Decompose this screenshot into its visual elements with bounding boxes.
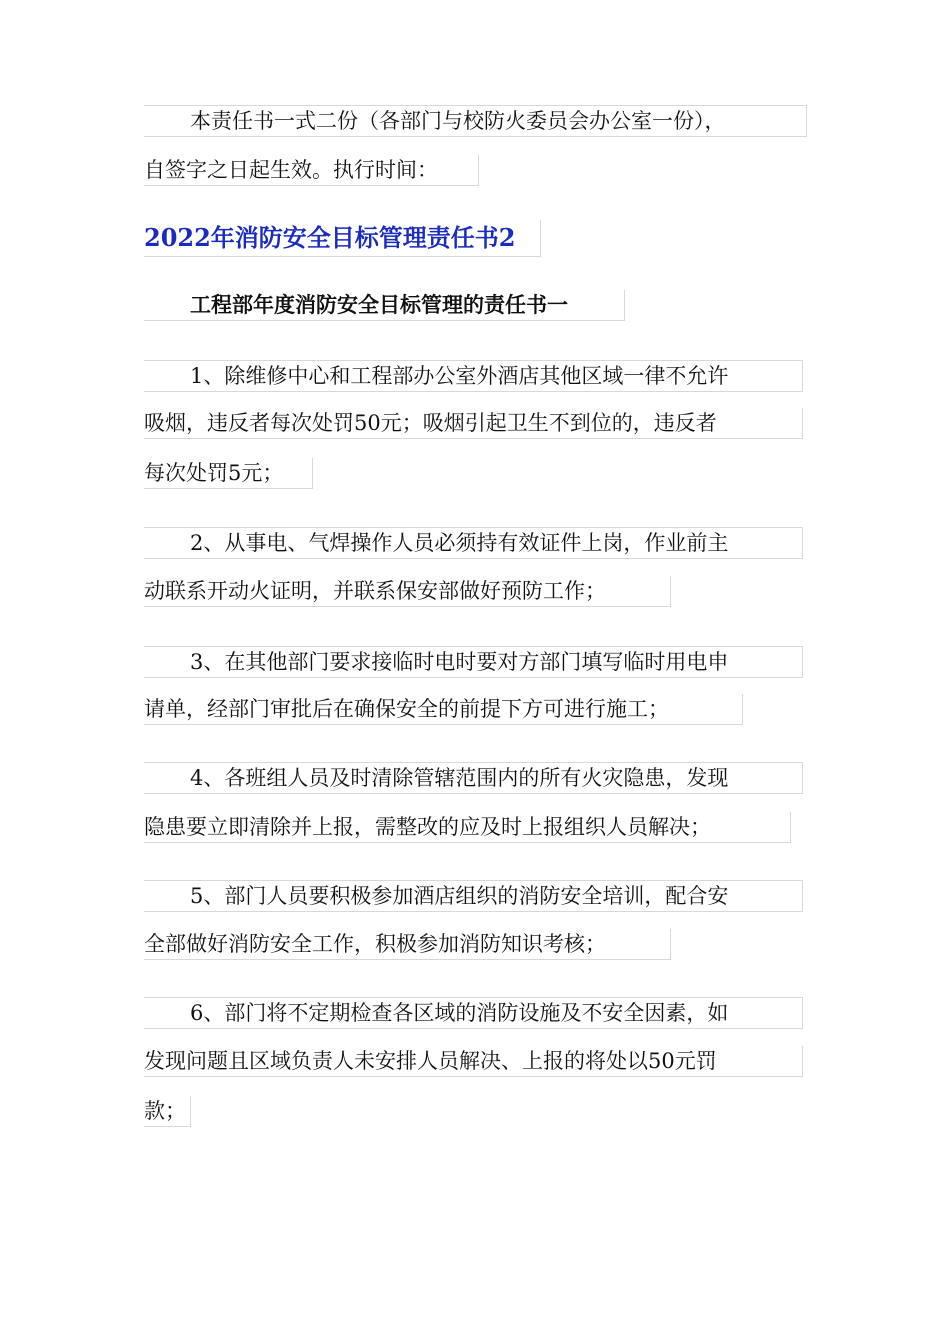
item-6-line-3: 款； xyxy=(144,1096,191,1127)
item-4-line-1: 4、各班组人员及时清除管辖范围内的所有火灾隐患，发现 xyxy=(144,762,803,794)
item-5-line-2: 全部做好消防安全工作，积极参加消防知识考核； xyxy=(144,929,671,960)
item-6-line-2: 发现问题且区域负责人未安排人员解决、上报的将处以50元罚 xyxy=(144,1046,803,1077)
document-title: 2022年消防安全目标管理责任书2 xyxy=(144,220,541,257)
item-1-line-3: 每次处罚5元； xyxy=(144,458,313,489)
item-6-line-1: 6、部门将不定期检查各区域的消防设施及不安全因素，如 xyxy=(144,997,803,1029)
item-1-line-1: 1、除维修中心和工程部办公室外酒店其他区域一律不允许 xyxy=(144,360,803,392)
item-2-line-1: 2、从事电、气焊操作人员必须持有效证件上岗，作业前主 xyxy=(144,527,803,559)
item-4-line-2: 隐患要立即清除并上报，需整改的应及时上报组织人员解决； xyxy=(144,812,791,843)
item-1-line-2: 吸烟，违反者每次处罚50元；吸烟引起卫生不到位的，违反者 xyxy=(144,408,803,439)
item-5-line-1: 5、部门人员要积极参加酒店组织的消防安全培训，配合安 xyxy=(144,880,803,912)
intro-line-2: 自签字之日起生效。执行时间： xyxy=(144,155,479,186)
intro-line-1: 本责任书一式二份（各部门与校防火委员会办公室一份）， xyxy=(144,105,807,137)
document-subtitle: 工程部年度消防安全目标管理的责任书一 xyxy=(144,290,625,321)
item-3-line-1: 3、在其他部门要求接临时电时要对方部门填写临时用电申 xyxy=(144,646,803,678)
item-3-line-2: 请单，经部门审批后在确保安全的前提下方可进行施工； xyxy=(144,694,743,725)
item-2-line-2: 动联系开动火证明，并联系保安部做好预防工作； xyxy=(144,576,671,607)
